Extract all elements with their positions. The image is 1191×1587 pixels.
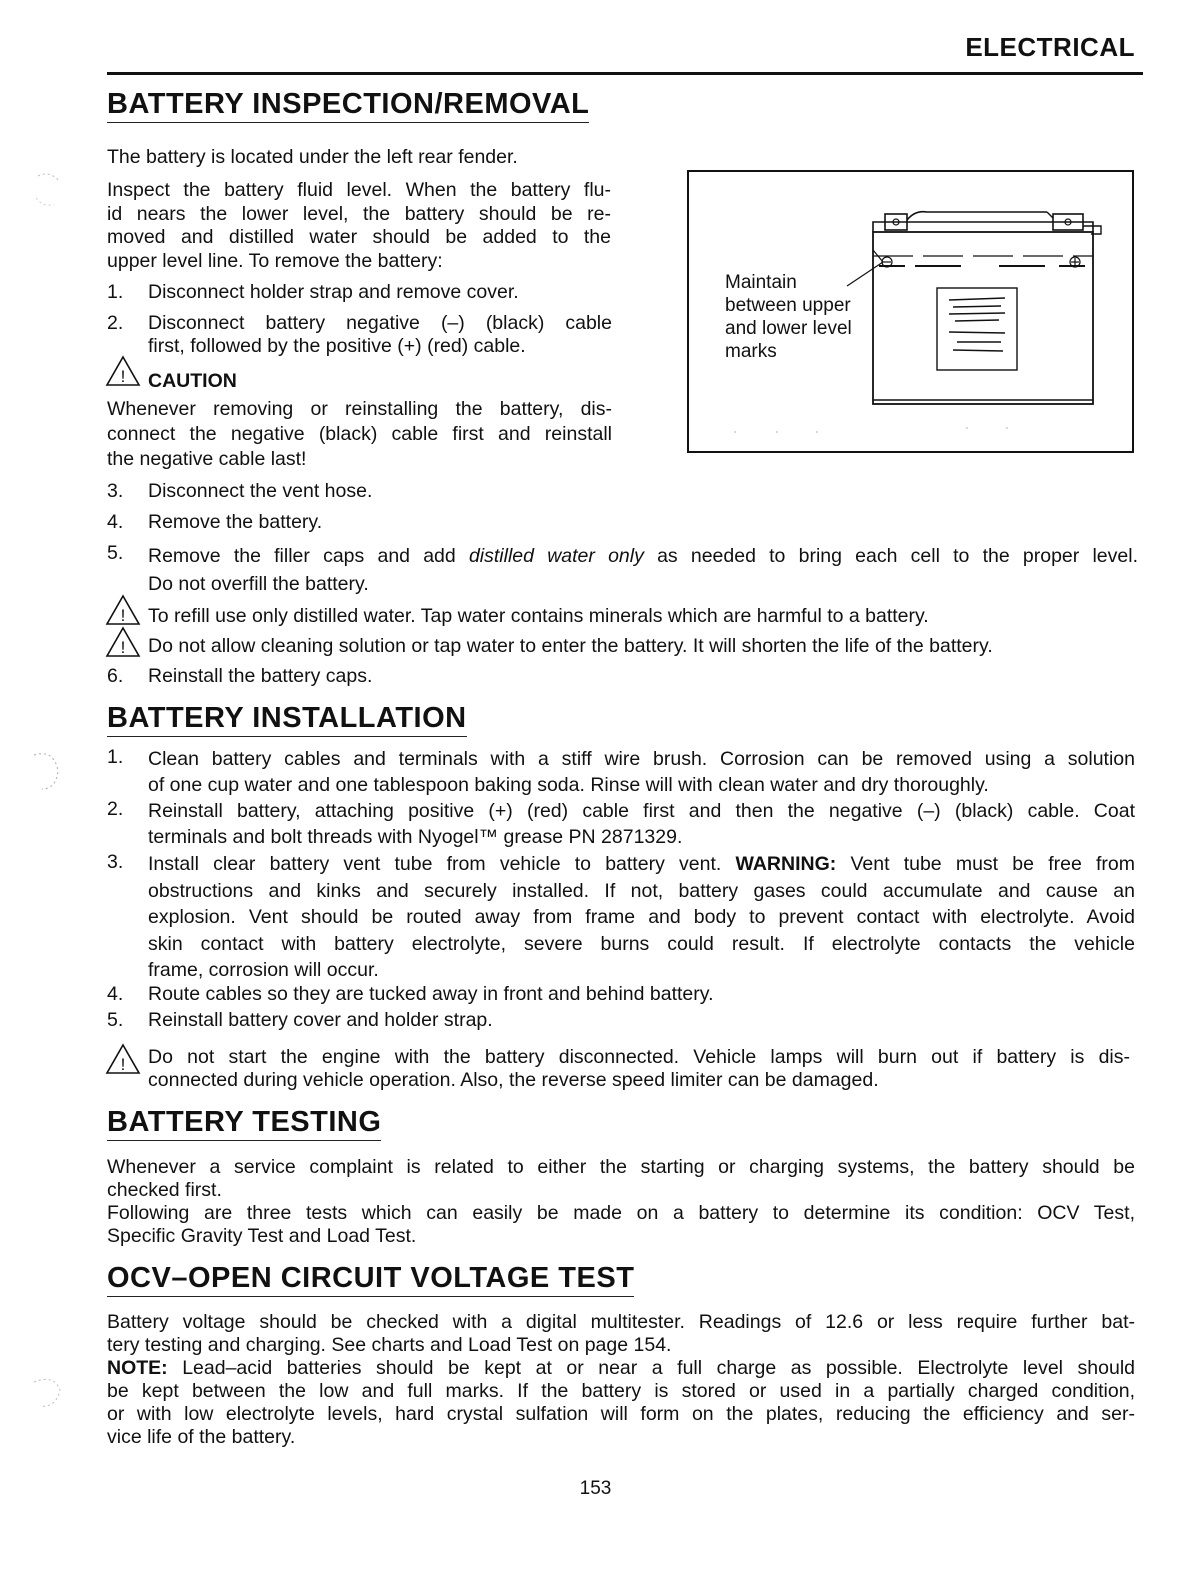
testing-paragraph [107, 1156, 1135, 1248]
step-text-block [148, 312, 612, 358]
step-text-block [148, 542, 1138, 597]
testing-line: Specific Gravity Test and Load Test. [107, 1225, 417, 1247]
testing-heading-wrap [107, 1104, 381, 1141]
ocv-paragraph [107, 1311, 1135, 1449]
removal-step-2 [107, 312, 612, 360]
inspection-line: id nears the lower level, the battery should be re- [107, 202, 611, 225]
step-text-block [148, 798, 1135, 850]
testing-line: Following are three tests which can easily be made on a battery to determine its condition: OCV Test, [107, 1202, 1135, 1224]
warning-line: Do not start the engine with the battery disconnected. Vehicle lamps will burn out if battery is dis- [148, 1046, 1130, 1068]
figure-label-line: Maintain [725, 272, 797, 293]
svg-text:!: ! [120, 606, 126, 625]
step3-text-post: Vent tube must be free from [836, 853, 1135, 875]
caution-title: CAUTION [148, 370, 237, 392]
step-text-line: of one cup water and one tablespoon baking soda. Rinse will with clean water and dry thoroughly. [148, 774, 989, 796]
step-text: Reinstall the battery caps. [148, 665, 373, 687]
ocv-note-line: vice life of the battery. [107, 1426, 296, 1448]
inspection-line: moved and distilled water should be added to the [107, 226, 611, 248]
step-text-line [148, 542, 1138, 571]
step-number: 6. [107, 665, 124, 687]
step-number: 5. [107, 1009, 124, 1031]
step-text-block [148, 851, 1135, 984]
step3-text-pre: Install clear battery vent tube from vehicle to battery vent. [148, 853, 736, 875]
refill-warning-text: To refill use only distilled water. Tap water contains minerals which are harmful to a battery. [148, 605, 929, 627]
warning-icon [105, 1043, 141, 1075]
binder-hole-mark [28, 745, 68, 805]
testing-heading: BATTERY TESTING [107, 1104, 381, 1141]
caution-warning-icon [105, 355, 141, 387]
installation-heading-wrap [107, 700, 467, 737]
caution-line: connect the negative (black) cable first and reinstall [107, 423, 612, 445]
step-text-line: Clean battery cables and terminals with a stiff wire brush. Corrosion can be removed using a solution [148, 748, 1135, 770]
inspection-paragraph [107, 179, 611, 273]
binder-hole-mark [28, 168, 68, 228]
step-text: Disconnect holder strap and remove cover. [148, 281, 519, 303]
figure-label-line: marks [725, 341, 777, 362]
testing-line: checked first. [107, 1178, 222, 1201]
step-text-line: terminals and bolt threads with Nyogel™ grease PN 2871329. [148, 826, 683, 848]
battery-illustration [687, 170, 1134, 453]
step-text-line: obstructions and kinks and securely installed. If not, battery gases could accumulate and cause an [148, 879, 1135, 902]
step-text-line [148, 851, 1135, 878]
step-text-line: first, followed by the positive (+) (red) cable. [148, 335, 526, 357]
step-number: 1. [107, 281, 124, 303]
note-text: Lead–acid batteries should be kept at or near a full charge as possible. Electrolyte level should [167, 1357, 1135, 1379]
engine-start-warning [148, 1046, 1130, 1092]
step-number: 3. [107, 851, 124, 873]
step-text-line: Disconnect battery negative (–) (black) cable [148, 312, 612, 334]
step-text: Disconnect the vent hose. [148, 480, 373, 502]
step-text-line: frame, corrosion will occur. [148, 959, 379, 981]
warning-icon [105, 594, 141, 626]
cleaning-warning-text: Do not allow cleaning solution or tap water to enter the battery. It will shorten the life of the battery. [148, 635, 993, 657]
warning-line: connected during vehicle operation. Also, the reverse speed limiter can be damaged. [148, 1069, 879, 1091]
figure-label-line: between upper [725, 295, 851, 316]
step-number: 2. [107, 798, 124, 820]
step-number: 5. [107, 542, 124, 564]
step-text-line: explosion. Vent should be routed away from frame and body to prevent contact with electrolyte. Avoid [148, 906, 1135, 928]
figure-label-line: and lower level [725, 318, 852, 339]
svg-text:!: ! [120, 1055, 126, 1074]
ocv-heading: OCV–OPEN CIRCUIT VOLTAGE TEST [107, 1260, 634, 1297]
ocv-note-line: or with low electrolyte levels, hard crystal sulfation will form on the plates, reducing the efficiency and ser- [107, 1403, 1135, 1425]
note-label: NOTE: [107, 1357, 168, 1379]
inspection-heading-wrap [107, 86, 589, 123]
step-text-line: Do not overfill the battery. [148, 573, 369, 595]
step-text-line: Reinstall battery, attaching positive (+) (red) cable first and then the negative (–) (black) cable. Coat [148, 800, 1135, 822]
ocv-note-line: be kept between the low and full marks. If the battery is stored or used in a partially charged condition, [107, 1380, 1135, 1402]
install-step-1 [107, 746, 1135, 796]
step-text: Route cables so they are tucked away in front and behind battery. [148, 983, 714, 1005]
ocv-line: Battery voltage should be checked with a digital multitester. Readings of 12.6 or less require further bat- [107, 1311, 1135, 1333]
step3-warning-label: WARNING: [735, 853, 837, 875]
caution-text [107, 397, 612, 472]
step-text: Reinstall battery cover and holder strap. [148, 1009, 493, 1031]
header-rule [107, 72, 1143, 75]
inspection-heading: BATTERY INSPECTION/REMOVAL [107, 86, 589, 123]
caution-line: the negative cable last! [107, 448, 307, 470]
testing-line: Whenever a service complaint is related to either the starting or charging systems, the battery should be [107, 1156, 1135, 1178]
ocv-note-line [107, 1357, 1135, 1380]
ocv-line: tery testing and charging. See charts and Load Test on page 154. [107, 1334, 672, 1356]
install-step-3 [107, 851, 1135, 981]
step-number: 1. [107, 746, 124, 768]
step-text-line: skin contact with battery electrolyte, severe burns could result. If electrolyte contacts the vehicle [148, 932, 1135, 955]
step5-text-post: as needed to bring each cell to the proper level. [643, 545, 1138, 567]
inspection-intro: The battery is located under the left rear fender. [107, 146, 518, 168]
step-number: 4. [107, 983, 124, 1005]
caution-line: Whenever removing or reinstalling the battery, dis- [107, 398, 612, 420]
installation-heading: BATTERY INSTALLATION [107, 700, 467, 737]
warning-icon [105, 626, 141, 658]
step5-text-emphasis: distilled water only [468, 545, 644, 567]
step5-text-pre: Remove the filler caps and add [148, 545, 469, 567]
section-label: ELECTRICAL [965, 32, 1135, 62]
inspection-line: upper level line. To remove the battery: [107, 249, 443, 272]
inspection-line: Inspect the battery fluid level. When the battery flu- [107, 179, 611, 201]
step-text-block [148, 746, 1135, 798]
step-number: 2. [107, 312, 124, 334]
install-step-2 [107, 798, 1135, 848]
step-number: 4. [107, 511, 124, 533]
page-number: 153 [579, 1478, 612, 1499]
svg-text:!: ! [120, 367, 126, 386]
step-number: 3. [107, 480, 124, 502]
svg-text:!: ! [120, 638, 126, 657]
step-text: Remove the battery. [148, 511, 323, 533]
binder-hole-mark [28, 1368, 68, 1418]
ocv-heading-wrap [107, 1260, 634, 1297]
